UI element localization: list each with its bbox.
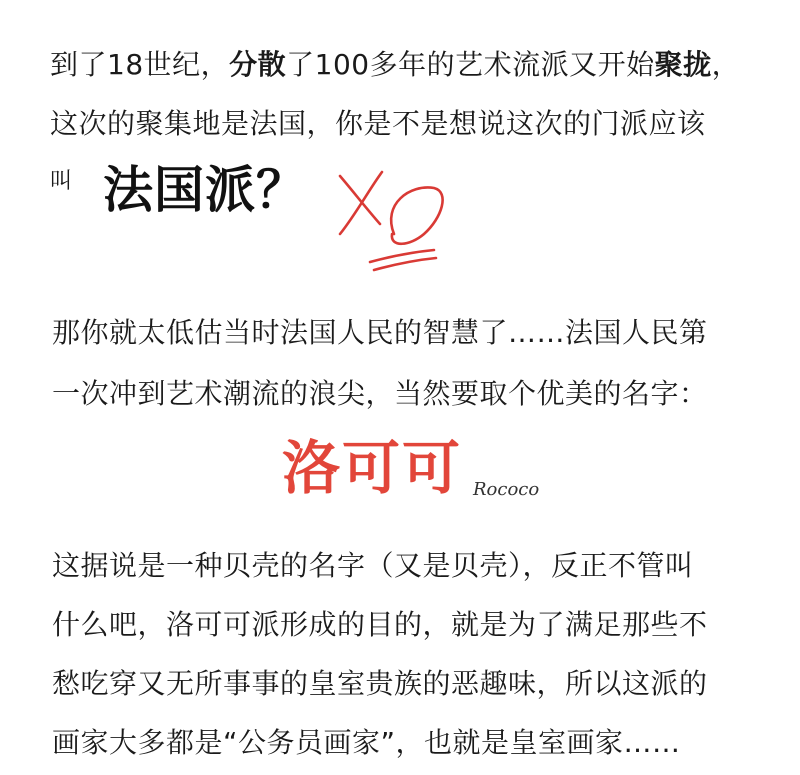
french-school-title: 法国派？ [103, 161, 307, 219]
p1-l1-text-c: 了100多年的艺术流派又开始 [286, 48, 655, 81]
p3-line-1: 这据说是一种贝壳的名字（又是贝壳），反正不管叫 [52, 549, 694, 582]
p1-l1-emphasis-scatter: 分散 [229, 48, 287, 81]
rococo-english-label: Rococo [473, 479, 540, 500]
red-xo-scribble-icon [330, 162, 460, 277]
p3-line-2: 什么吧，洛可可派形成的目的，就是为了满足那些不 [52, 608, 708, 641]
p1-line-1 [50, 45, 740, 85]
p3-line-3: 愁吃穿又无所事事的皇室贵族的恶趣味，所以这派的 [52, 667, 708, 700]
rococo-chinese-title: 洛可可 [282, 434, 463, 502]
p1-l1-emphasis-gather: 聚拢 [654, 48, 712, 81]
p1-line-2: 这次的聚集地是法国，你是不是想说这次的门派应该 [50, 107, 706, 140]
p2-line-1: 那你就太低估当时法国人民的智慧了……法国人民第 [52, 316, 708, 349]
p1-l1-text-e: ， [711, 48, 741, 81]
p2-line-2: 一次冲到艺术潮流的浪尖，当然要取个优美的名字： [52, 377, 708, 410]
p3-line-4: 画家大多都是“公务员画家”，也就是皇室画家…… [52, 726, 681, 759]
p1-line-3-prefix: 叫 [50, 169, 73, 194]
p1-l1-text-a: 到了18世纪， [50, 48, 230, 81]
